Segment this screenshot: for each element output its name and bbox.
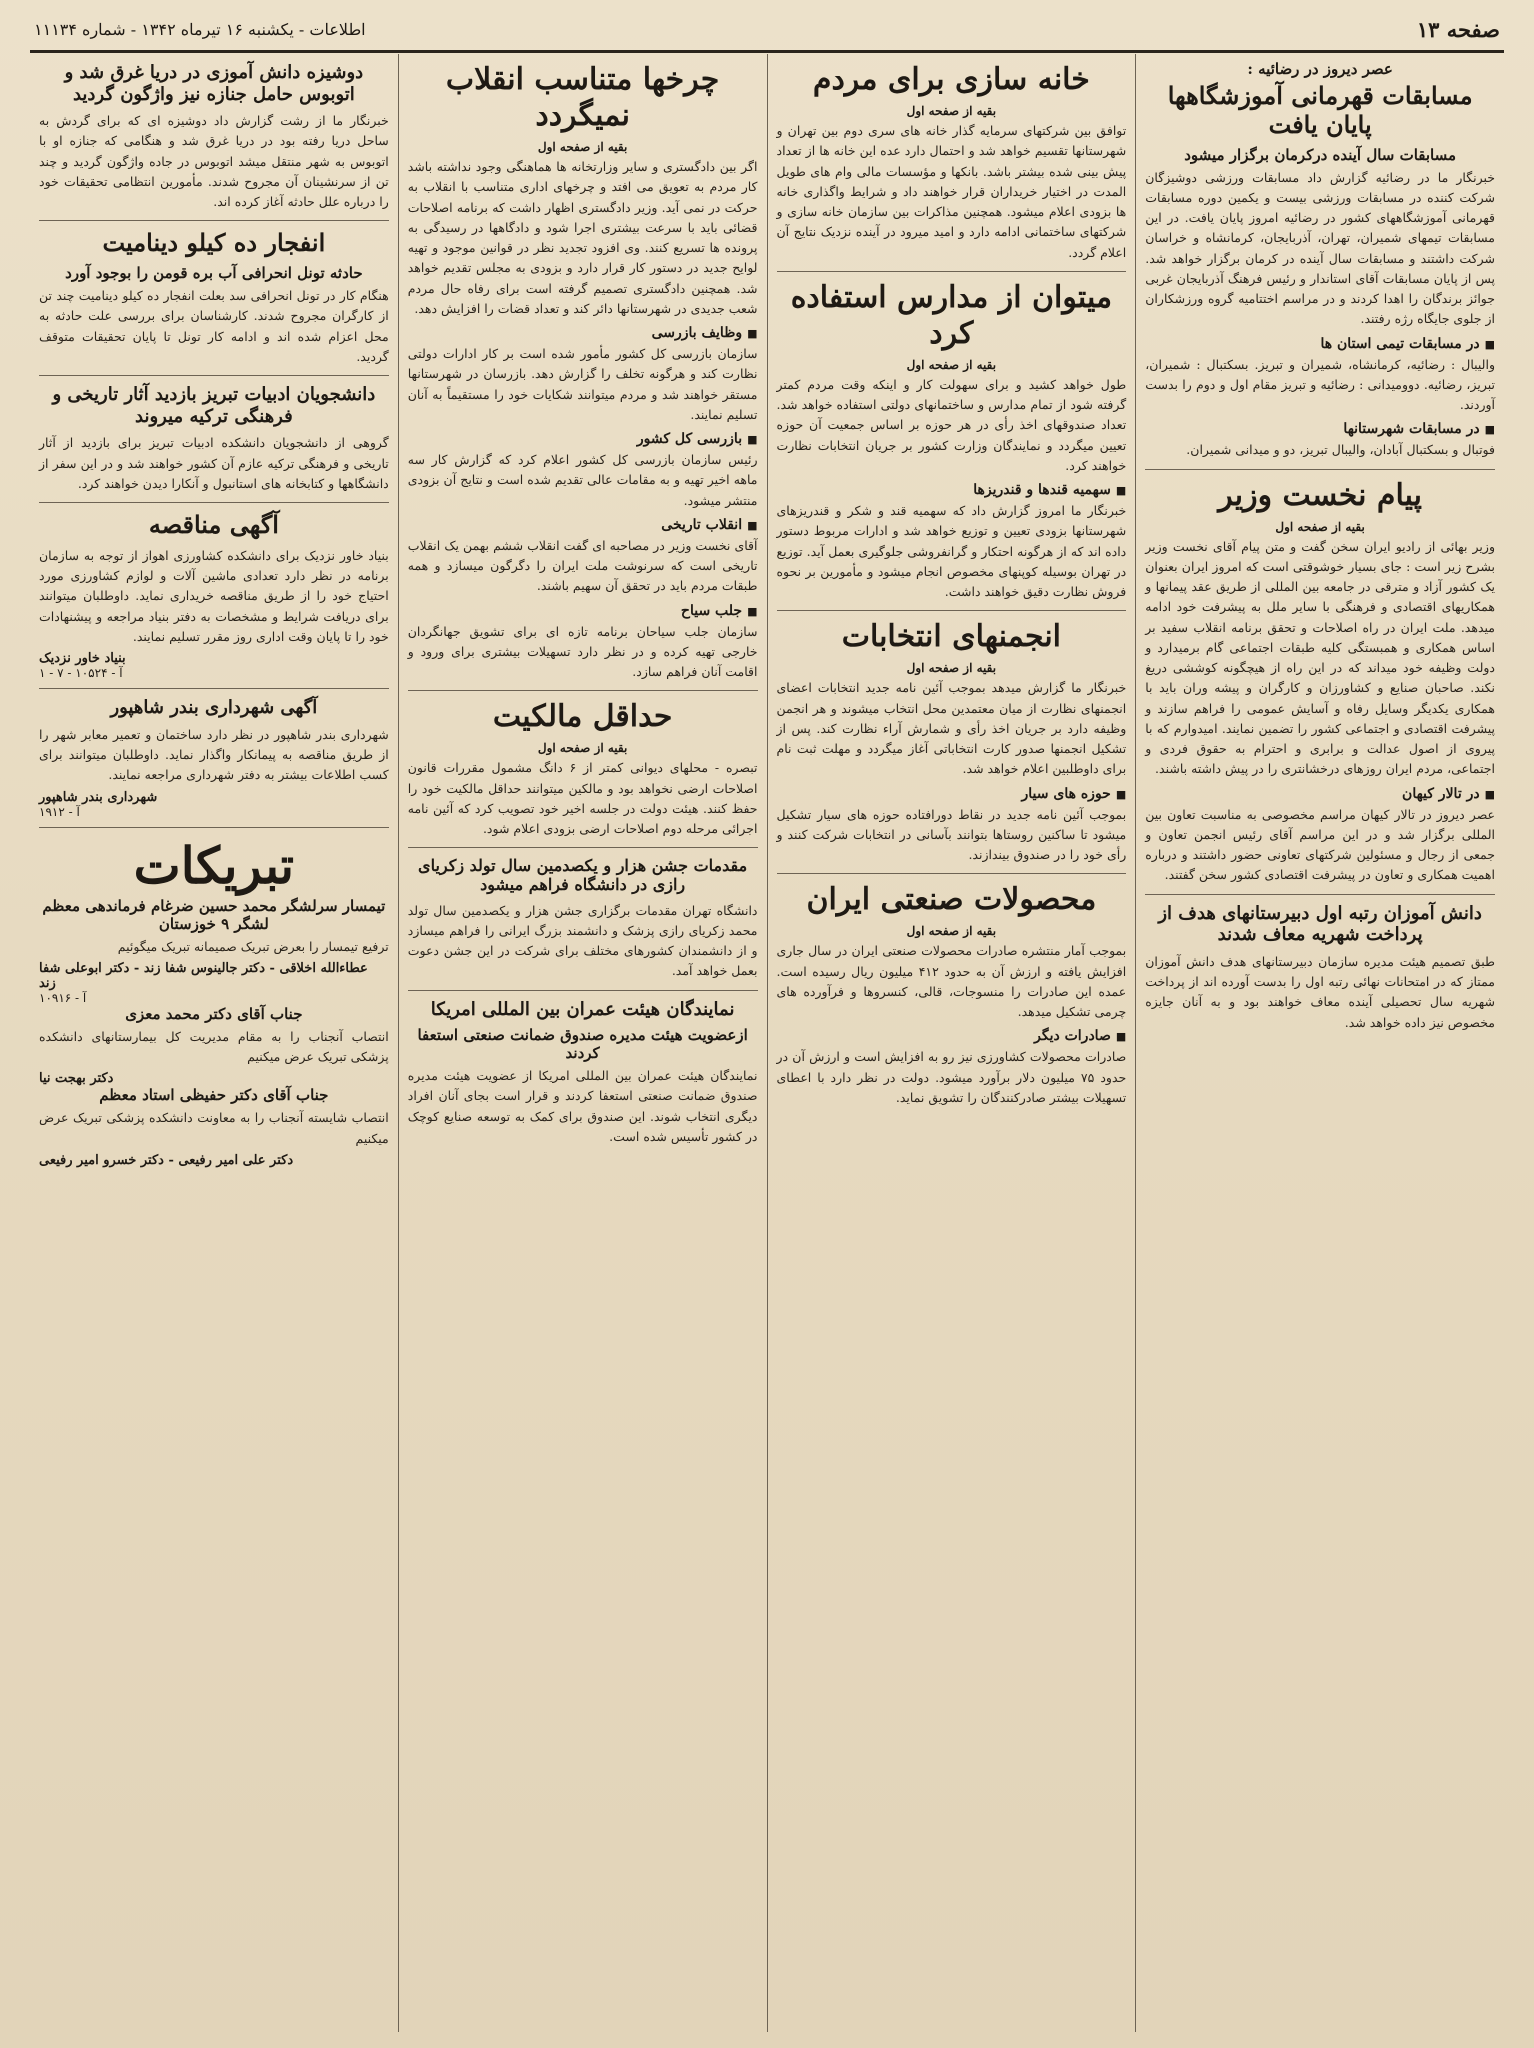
greeting-signers: دکتر بهجت نیا (39, 1071, 114, 1087)
article-subheadline: حادثه تونل انحرافی آب بره قومن را بوجود آورد (65, 264, 363, 283)
article-election-councils (777, 611, 1127, 874)
article-subheadline: ازعضویت هیئت مدیره صندوق ضمانت صنعتی استعفا کردند (417, 1026, 748, 1063)
ad-body: شهرداری بندر شاهپور در نظر دارد ساختمان و تعمیر معابر شهر را از طریق مناقصه به پیمانکار واگذار نماید. داوطلبان میتوانند برای کسب اطلاعات بیشتر به دفتر شهرداری مراجعه نمایند. (39, 726, 389, 783)
article-headline: میتوان از مدارس استفاده کرد (790, 279, 1113, 351)
article-body: خبرنگار ما در رضائیه گزارش داد مسابقات ورزشی دوشیزگان شرکت کننده در مسابقات ورزشی بیست و یکمین دوره مسابقات قهرمانی آموزشگاههای کشور در رضائیه امروز پایان یافت. در این مسابقات تیمهای شمیران، تهران، آذربایجان، کرمانشاه و خراسان شرکت داشتند و مسابقات سال آینده در کرمان برگزار خواهد شد. پس از پایان مسابقات آقای استاندار و رئیس فرهنگ آذربایجان غربی جوائز برندگان را اهدا کردند و در مراسم اختتامیه گروه ورزشکاران از جلوی جایگاه رژه رفتند. (1145, 169, 1495, 327)
article-headline: خانه سازی برای مردم (812, 62, 1090, 97)
greeting-recipient: تیمسار سرلشگر محمد حسین ضرغام فرماندهی معظم لشگر ۹ خوزستان (42, 896, 386, 933)
article-headline: چرخها متناسب انقلاب نمیگردد (445, 62, 720, 133)
greeting-text: انتصاب شایسته آنجناب را به معاونت دانشکده پزشکی تبریک عرض میکنیم (39, 1110, 389, 1146)
section-subhead: ■ وظایف بازرسی (408, 325, 758, 341)
continued-label: بقیه از صفحه اول (537, 741, 628, 756)
article-body: توافق بین شرکتهای سرمایه گذار خانه های سری دوم بین تهران و شهرستانها تقسیم خواهد شد و احتمال دارد عده این خانه ها از تعداد پیش بینی شده بیشتر باشد. بانکها و مؤسسات مالی وام های طویل المدت در اختیار خریداران قرار خواهند داد و شرایط واگذاری خانه ها بزودی اعلام میشود. همچنین مذاکرات بین سازمان خانه سازی و شرکتهای ساختمانی ادامه دارد و امید میرود در آینده نزدیک نتایج آن اعلام گردد. (776, 123, 1127, 260)
page-header (30, 14, 1504, 53)
article-industrial-products (777, 874, 1127, 1116)
section-subhead: ■ سهمیه قندها و قندریزها (777, 482, 1127, 498)
article-body: فوتبال و بسکتبال آبادان، والیبال تبریز، دو و میدانی شمیران. (1186, 442, 1495, 458)
section-subhead: ■ بازرسی کل کشور (408, 431, 758, 447)
ad-code: آ - ۱۹۱۲ (39, 804, 80, 819)
article-headline: انجمنهای انتخابات (841, 619, 1062, 655)
article-headline: انفجار ده کیلو دینامیت (102, 228, 326, 258)
article-revolution-wheels (408, 54, 758, 691)
article-body: خبرنگار ما گزارش میدهد بموجب آئین نامه جدید انتخابات اعضای انجمنهای نظارت از میان معتمدین محل انتخاب میشوند و هر انجمن وظیفه دارد بر جریان اخذ رأی و شمارش آراء نظارت کند. پس از تشکیل انجمنها صدور کارت انتخاباتی آغاز میگردد و مهلت ثبت نام برای داوطلبین اعلام خواهد شد. (776, 680, 1127, 777)
article-body: طبق تصمیم هیئت مدیره سازمان دبیرستانهای هدف دانش آموزان ممتاز که در امتحانات نهائی رتبه اول را بدست آورده اند از پرداخت شهریه سال تحصیلی آینده معاف خواهند بود و به آنان جایزه مخصوص نیز داده خواهد شد. (1145, 953, 1495, 1030)
column-4 (30, 54, 398, 2032)
section-subhead: ■ در مسابقات تیمی استان ها (1145, 336, 1495, 352)
article-body: طول خواهد کشید و برای سهولت کار و اینکه وقت مردم کمتر گرفته شود از تمام مدارس و ساختمانهای دولتی استفاده خواهد شد. تعداد صندوقهای اخذ رأی در هر حوزه بر اساس جمعیت آن حوزه تعیین میگردد و نمایندگان وزارت کشور بر جریان انتخابات نظارت خواهند کرد. (776, 376, 1127, 473)
greeting-text: ترفیع تیمسار را بعرض تبریک صمیمانه تبریک میگوئیم (117, 938, 389, 954)
ad-bandar-shahpur (39, 689, 389, 827)
section-subhead: ■ حوزه های سیار (777, 786, 1127, 802)
article-subheadline: مسابقات سال آینده درکرمان برگزار میشود (1184, 145, 1457, 164)
greeting-signers: دکتر علی امیر رفیعی - دکتر خسرو امیر رفیعی (39, 1152, 294, 1168)
article-us-aid-representatives (408, 991, 758, 1156)
article-kicker: عصر دیروز در رضائیه : (1247, 60, 1393, 78)
greeting-signers: عطاءالله اخلاقی - دکتر جالینوس شفا زند - دکتر ابوعلی شفا زند (39, 960, 368, 991)
article-body: بموجب آمار منتشره صادرات محصولات صنعتی ایران در سال جاری افزایش یافته و ارزش آن به حدود ۴۱۲ میلیون ریال رسیده است. عمده این صادرات را منسوجات، قالی، کنسروها و فرآورده های چرمی تشکیل میدهد. (776, 943, 1127, 1019)
article-school-championship (1145, 54, 1495, 470)
continued-label: بقیه از صفحه اول (906, 661, 997, 676)
article-headline: دانش آموزان رتبه اول دبیرستانهای هدف از پرداخت شهریه معاف شدند (1158, 902, 1482, 946)
continued-label: بقیه از صفحه اول (906, 104, 997, 118)
article-prime-minister-message (1145, 470, 1495, 895)
ad-headline: آگهی شهرداری بندر شاهپور (110, 697, 318, 719)
article-headline: محصولات صنعتی ایران (806, 882, 1097, 918)
article-body: تبصره - محلهای دیوانی کمتر از ۶ دانگ مشمول مقررات قانون اصلاحات ارضی نخواهد بود و مالکین میتوانند حداقل مالکیت خود را حفظ کنند. هیئت دولت در جلسه اخیر خود تصویب کرد که آئین نامه اجرائی مرحله دوم اصلاحات ارضی بزودی اعلام شود. (407, 760, 758, 836)
article-body: خبرنگار ما امروز گزارش داد که سهمیه قند و شکر و قندریزهای شهرستانها بزودی تعیین و توزیع خواهد شد و ادارات مربوط دستور داده اند که از هرگونه احتکار و گرانفروشی جلوگیری بعمل آید. توزیع در تهران بوسیله کوپنهای مخصوص انجام میشود و مأمورین بر نحوه فروش نظارت دقیق خواهند داشت. (776, 503, 1127, 599)
column-1 (1135, 54, 1504, 2032)
continued-label: بقیه از صفحه اول (537, 140, 628, 154)
article-headline: پیام نخست وزیر (1218, 477, 1423, 513)
ad-tender (39, 503, 389, 689)
article-students-tuition (1145, 895, 1495, 1041)
greeting-recipient: جناب آقای دکتر حفیظی استاد معظم (99, 1086, 329, 1105)
article-headline: حداقل مالکیت (492, 699, 673, 735)
article-body: وزیر بهائی از رادیو ایران سخن گفت و متن پیام آقای نخست وزیر بشرح زیر است : جای بسیار خوشوقتی است که امروز ایران بعنوان یک کشور آزاد و مترقی در جامعه بین المللی از طریق عقد پیمانها و همکاریهای اقتصادی و فرهنگی با سایر ملل به پیشرفت خود ادامه میدهد. ملت ایران در راه اصلاحات و تحقق برنامه انقلاب سفید بر اساس همکاری و همبستگی کلیه طبقات اجتماعی گام برمیدارد و دولت وظیفه خود میداند که در این راه از هیچگونه کوششی دریغ نکند. صاحبان صنایع و کشاورزان و کارگران و پیشه وران باید با همکاری یکدیگر وسایل رفاه و آسایش عمومی را فراهم سازند و پیشرفت اقتصادی و اجتماعی کشور را تضمین نمایند. امیدوارم که با پیروی از اصول عدالت و برابری و احترام به حقوق فردی و اجتماعی، مردم ایران روزهای درخشانتری را در پیش داشته باشند. (1145, 538, 1495, 777)
article-schools-use (777, 272, 1127, 612)
columns (30, 54, 1504, 2032)
ad-body: بنیاد خاور نزدیک برای دانشکده کشاورزی اهواز از توجه به سازمان برنامه در نظر دارد تعدادی ماشین آلات و لوازم کشاورزی مورد احتیاج خود را از طریق مناقصه خریداری نماید. داوطلبان میتوانند برای دریافت شرایط و مشخصات به دفتر بنیاد مراجعه و پیشنهادات خود را تا پایان وقت اداری روز مقرر تسلیم نمایند. (39, 547, 389, 644)
column-2 (767, 54, 1136, 2032)
greetings-title: تبریکات (133, 835, 295, 895)
section-subhead: ■ در مسابقات شهرستانها (1145, 421, 1495, 437)
ad-congratulations (39, 828, 389, 1176)
article-body: هنگام کار در تونل انحرافی سد بعلت انفجار ده کیلو دینامیت چند تن از کارگران مجروح شدند. کارشناسان برای بررسی علت حادثه به محل اعزام شده اند و ادامه کار تونل تا پایان تحقیقات متوقف گردید. (39, 288, 389, 364)
article-body: والیبال : رضائیه، کرمانشاه، شمیران و تبریز. بسکتبال : شمیران، تبریز، رضائیه. دوومیدانی : رضائیه و تبریز مقام اول و دوم را بدست آوردند. (1145, 356, 1495, 413)
article-body: بموجب آئین نامه جدید در نقاط دورافتاده حوزه های سیار تشکیل میشود تا ساکنین روستاها بتوانند بآسانی در انتخابات شرکت کنند و رأی خود را در صندوق بیندازند. (776, 806, 1127, 862)
article-body: اگر بین دادگستری و سایر وزارتخانه ها هماهنگی وجود نداشته باشد کار مردم به تعویق می افتد و چرخهای اداری متناسب با انقلاب به حرکت در نمی آید. وزیر دادگستری اظهار داشت که برنامه اصلاحات قضائی باید با سرعت بیشتری اجرا شود و دادگاهها در رسیدگی به پرونده ها تسریع کنند. وی افزود تجدید نظر در قوانین موجود و تهیه لوایح جدید در دستور کار قرار دارد و بزودی به مجلس تقدیم خواهد شد. همچنین دادگستری تصمیم گرفته است برای رفاه حال مردم شعب جدیدی در شهرستانها دائر کند و تعداد قضات را افزایش دهد. (407, 159, 758, 316)
article-body: عصر دیروز در تالار کیهان مراسم مخصوصی به مناسبت تعاون بین المللی برگزار شد و در این مراسم آقای رئیس انجمن تعاون و جمعی از رجال و مسئولین شرکتهای تعاونی حضور داشتند و درباره اهمیت همکاری و تعاون در پیشرفت اقتصادی کشور سخن گفتند. (1145, 806, 1495, 883)
article-headline: مقدمات جشن هزار و یکصدمین سال تولد زکریای رازی در دانشگاه فراهم میشود (418, 856, 748, 895)
continued-label: بقیه از صفحه اول (1275, 519, 1365, 534)
article-dynamite-explosion (39, 221, 389, 376)
article-body: رئیس سازمان بازرسی کل کشور اعلام کرد که گزارش کار سه ماهه اخیر تهیه و به مقامات عالی تقدیم شده است و نتایج آن بزودی منتشر میشود. (407, 452, 758, 508)
article-body: نمایندگان هیئت عمران بین المللی امریکا از عضویت هیئت مدیره صندوق ضمانت صنعتی استعفا کردند و قرار است بجای آنان افراد دیگری انتخاب شوند. این صندوق برای کمک به توسعه صنایع کوچک در کشور تأسیس شده است. (407, 1068, 758, 1144)
ad-signature: شهرداری بندر شاهپور (39, 789, 158, 805)
continued-label: بقیه از صفحه اول (906, 924, 997, 939)
ad-headline: آگهی مناقصه (148, 510, 279, 540)
article-body: گروهی از دانشجویان دانشکده ادبیات تبریز برای بازدید از آثار تاریخی و فرهنگی ترکیه عازم آن کشور خواهند شد و در این سفر از دانشگاهها و کتابخانه های استانبول و آنکارا دیدن خواهند کرد. (39, 435, 389, 491)
section-subhead: ■ صادرات دیگر (777, 1028, 1127, 1044)
continued-label: بقیه از صفحه اول (906, 357, 997, 372)
article-headline: مسابقات قهرمانی آموزشگاهها پایان یافت (1167, 81, 1473, 139)
article-body: سازمان جلب سیاحان برنامه تازه ای برای تشویق جهانگردان خارجی تهیه کرده و در نظر دارد تسهیلات بیشتری برای ورود و اقامت آنان فراهم سازد. (407, 623, 758, 679)
section-subhead: ■ انقلاب تاریخی (408, 517, 758, 533)
article-minimum-ownership (408, 691, 758, 848)
ad-code: آ - ۱۰۹۱۶ (39, 990, 87, 1005)
article-razi-anniversary (408, 848, 758, 990)
article-drowning (39, 54, 389, 221)
ad-signature: بنیاد خاور نزدیک (39, 651, 126, 667)
article-headline: نمایندگان هیئت عمران بین المللی امریکا (430, 998, 735, 1020)
article-tabriz-students (39, 376, 389, 503)
article-housing (777, 54, 1127, 272)
column-3 (398, 54, 767, 2032)
article-body: دانشگاه تهران مقدمات برگزاری جشن هزار و یکصدمین سال تولد محمد زکریای رازی پزشک و دانشمند بزرگ ایرانی را فراهم میسازد و از دانشمندان کشورهای مختلف برای شرکت در این جشن دعوت بعمل خواهد آمد. (407, 902, 758, 979)
article-body: صادرات محصولات کشاورزی نیز رو به افزایش است و ارزش آن در حدود ۷۵ میلیون دلار برآورد میشود. دولت در نظر دارد با اعطای تسهیلات بیشتر صادرکنندگان را تشویق نماید. (776, 1049, 1127, 1105)
greeting-recipient: جناب آقای دکتر محمد معزی (125, 1004, 303, 1023)
greeting-text: انتصاب آنجناب را به مقام مدیریت کل بیمارستانهای دانشکده پزشکی تبریک عرض میکنیم (39, 1028, 389, 1065)
article-body: آقای نخست وزیر در مصاحبه ای گفت انقلاب ششم بهمن یک انقلاب تاریخی است که سرنوشت ملت ایران را دگرگون میسازد و همه طبقات مردم باید در تحقق آن سهیم باشند. (407, 537, 758, 594)
page-number: صفحه ۱۳ (1416, 16, 1500, 42)
section-subhead: ■ جلب سیاح (408, 603, 758, 619)
issue-info: اطلاعات - یکشنبه ۱۶ تیرماه ۱۳۴۲ - شماره ۱۱۱۳۴ (34, 19, 366, 39)
article-headline: دوشیزه دانش آموزی در دریا غرق شد و اتوبوس حامل جنازه نیز واژگون گردید (64, 62, 364, 105)
section-subhead: ■ در تالار کیهان (1145, 786, 1495, 802)
article-headline: دانشجویان ادبیات تبریز بازدید آثار تاریخی و فرهنگی ترکیه میروند (52, 384, 376, 427)
article-body: سازمان بازرسی کل کشور مأمور شده است بر کار ادارات دولتی نظارت کند و هرگونه تخلف را گزارش دهد. بازرسان در شهرستانها مستقر خواهند شد و مردم میتوانند شکایات خود را مستقیماً به آنان تسلیم نمایند. (407, 346, 758, 422)
article-body: خبرنگار ما از رشت گزارش داد دوشیزه ای که برای گردش به ساحل دریا رفته بود در دریا غرق شد و هنگامی که جنازه او با اتوبوس به شهر منتقل میشد اتوبوس در جاده واژگون گردید و چند تن از سرنشینان آن مجروح شدند. مأمورین انتظامی تحقیقات خود را درباره علل حادثه آغاز کرده اند. (39, 113, 389, 210)
ad-code: آ - ۱۰۵۲۴ - ۷ - ۱ (39, 666, 123, 681)
